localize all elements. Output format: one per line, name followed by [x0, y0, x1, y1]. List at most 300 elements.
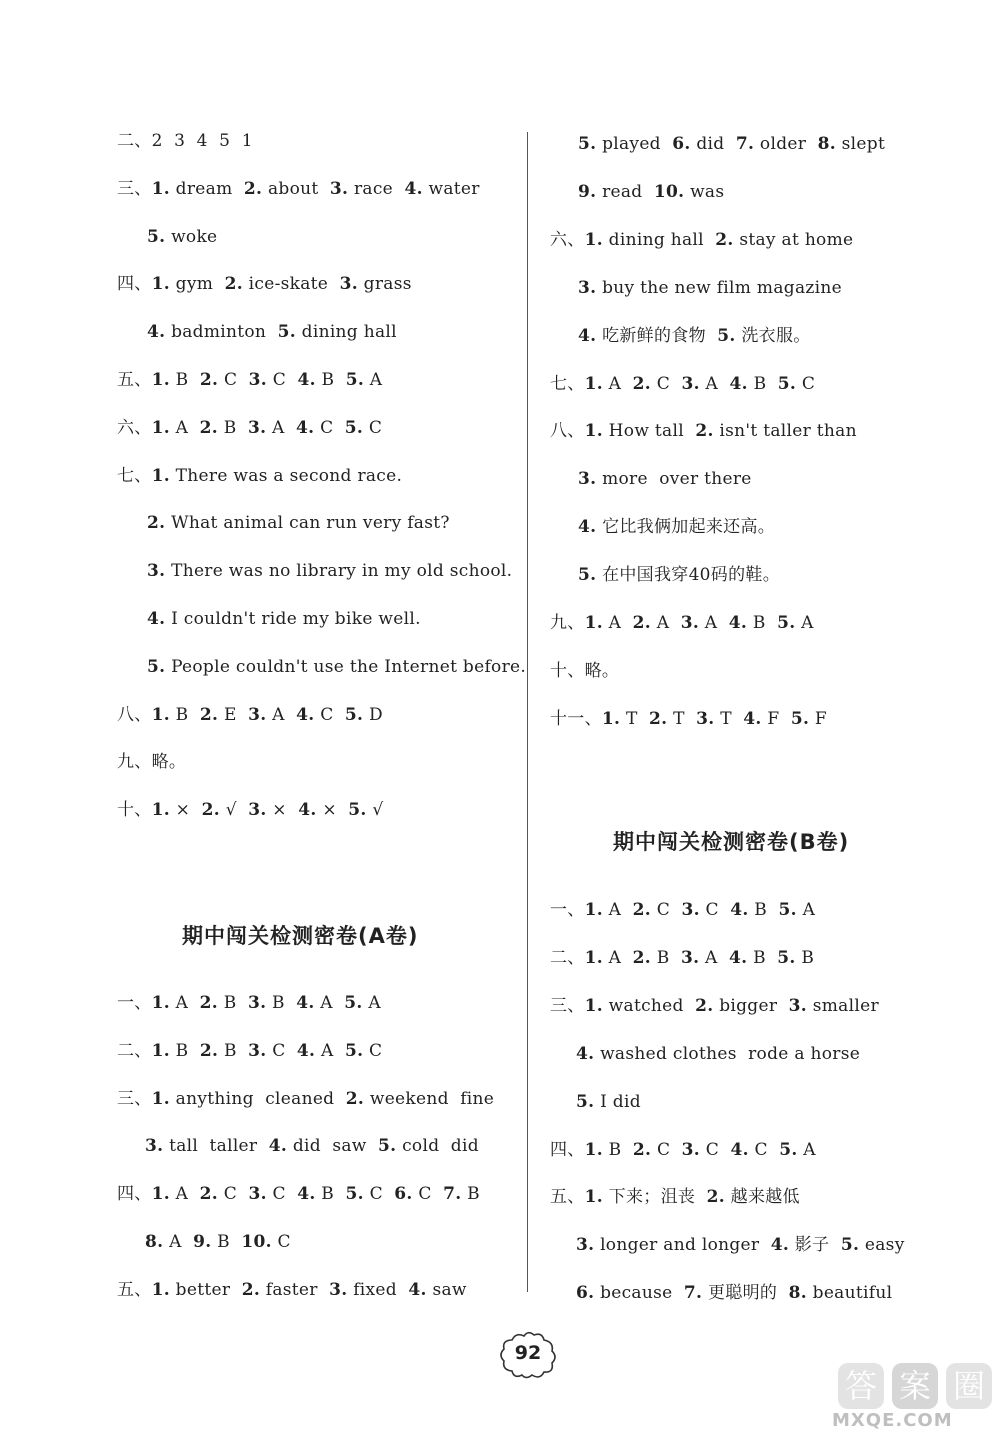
item-number: 5.	[779, 1139, 798, 1160]
answer-text: grass	[357, 274, 412, 295]
answer-text: C	[699, 900, 731, 920]
item-number: 3.	[248, 704, 267, 725]
answer-line	[147, 656, 526, 678]
answer-text: longer and longer	[594, 1235, 771, 1256]
section-label: 十一、	[550, 708, 602, 729]
answer-text: B	[169, 1040, 200, 1061]
item-number: 4.	[297, 370, 316, 390]
answer-line	[147, 560, 512, 582]
answer-text: dining hall	[295, 322, 397, 343]
answer-text: F	[761, 708, 791, 729]
answer-text: cold did	[396, 1136, 479, 1157]
item-number: 8.	[817, 134, 836, 154]
answer-text: saw	[426, 1279, 467, 1300]
answer-text: beautiful	[806, 1283, 893, 1304]
item-number: 4.	[408, 1279, 427, 1300]
answer-text: A	[699, 613, 729, 633]
item-number: 6.	[672, 134, 691, 154]
answer-text: did	[690, 134, 736, 154]
answer-text: about	[262, 178, 330, 199]
answer-text: B	[747, 613, 778, 633]
item-number: 5.	[348, 800, 367, 821]
item-number: 7.	[683, 1283, 703, 1304]
item-number: 1.	[584, 373, 603, 394]
section-label: 二、	[550, 947, 585, 968]
answer-text: B	[747, 373, 778, 394]
answer-line	[550, 1139, 816, 1161]
answer-text: A	[163, 1232, 194, 1252]
item-number: 9.	[578, 181, 597, 202]
answer-text: C	[363, 1184, 395, 1205]
item-number: 4.	[296, 1040, 316, 1061]
answer-text: C	[218, 370, 249, 390]
section-label: 五、	[117, 370, 152, 390]
item-number: 5.	[378, 1136, 397, 1157]
answer-line	[550, 612, 814, 634]
answer-text: washed clothes rode a horse	[594, 1043, 861, 1064]
section-title-b: 期中闯关检测密卷(B卷)	[613, 830, 850, 854]
item-number: 2.	[649, 708, 668, 729]
item-number: 4.	[770, 1235, 790, 1256]
answer-text: C	[700, 1139, 731, 1160]
item-number: 3.	[681, 373, 700, 394]
item-number: 4.	[296, 704, 315, 725]
answer-text: A	[602, 613, 633, 633]
answer-text: C	[796, 373, 816, 394]
answer-text: A	[699, 373, 730, 394]
item-number: 7.	[735, 134, 755, 154]
answer-text: dining hall	[602, 229, 716, 250]
answer-text: A	[602, 373, 633, 394]
item-number: 3.	[329, 1279, 348, 1300]
answer-text: B	[266, 993, 297, 1013]
item-number: 1.	[584, 229, 603, 250]
answer-text: C	[271, 1232, 291, 1252]
answer-text: 更聪明的	[702, 1283, 789, 1304]
answer-text: B	[748, 900, 779, 920]
answer-line	[117, 273, 412, 295]
section-label: 九、	[550, 613, 585, 633]
item-number: 1.	[151, 800, 170, 821]
answer-text: because	[594, 1283, 684, 1304]
answer-text: ice-skate	[242, 274, 340, 295]
item-number: 2.	[243, 178, 263, 199]
answer-text: C	[267, 370, 298, 390]
answer-text: B	[795, 947, 815, 968]
answer-text: A	[651, 613, 681, 633]
answer-text: B	[169, 704, 200, 725]
item-number: 2.	[706, 1187, 725, 1208]
item-number: 5.	[344, 417, 364, 438]
answer-text: 它比我俩加起来还高。	[596, 517, 776, 538]
answer-text: read	[596, 181, 654, 202]
answer-text: There was a second race.	[169, 465, 403, 486]
item-number: 1.	[584, 947, 603, 968]
item-number: 4.	[730, 1139, 749, 1160]
answer-line	[117, 1279, 467, 1301]
answer-line	[550, 373, 815, 395]
section-label: 四、	[117, 1184, 152, 1205]
item-number: 1.	[584, 421, 603, 442]
item-number: 1.	[151, 1279, 170, 1300]
answer-text: dream	[169, 178, 244, 199]
answer-line	[578, 181, 724, 203]
item-number: 4.	[578, 325, 597, 346]
item-number: 5.	[576, 1091, 595, 1112]
item-number: 1.	[584, 1139, 603, 1160]
answer-text: ×	[316, 800, 349, 821]
answer-text: more over there	[596, 469, 752, 490]
item-number: 5.	[344, 1040, 364, 1061]
item-number: 2.	[199, 417, 219, 438]
item-number: 3.	[680, 947, 700, 968]
answer-text: What animal can run very fast?	[165, 513, 450, 534]
section-label: 一、	[550, 900, 585, 920]
answer-text: C	[748, 1139, 780, 1160]
item-number: 4.	[576, 1043, 595, 1064]
item-number: 2.	[147, 513, 166, 534]
answer-text: smaller	[807, 995, 879, 1016]
answer-text: faster	[260, 1279, 330, 1300]
answer-text: B	[651, 947, 681, 968]
answer-text: C	[651, 900, 682, 920]
item-number: 5.	[277, 322, 296, 343]
answer-text: I did	[594, 1091, 641, 1112]
answer-text: B	[602, 1139, 633, 1160]
item-number: 5.	[777, 373, 797, 394]
item-number: 2.	[632, 1139, 652, 1160]
answer-text: B	[169, 370, 200, 390]
section-label: 三、	[117, 1088, 152, 1109]
answer-line	[117, 704, 383, 726]
item-number: 3.	[576, 1235, 595, 1256]
answer-text: How tall	[602, 421, 696, 442]
answer-line	[578, 277, 842, 299]
answer-text: fixed	[347, 1279, 409, 1300]
item-number: 2.	[199, 370, 219, 390]
section-label: 七、	[117, 465, 152, 486]
answer-text: B	[211, 1232, 242, 1252]
answer-text: played	[596, 134, 673, 154]
answer-line	[578, 325, 811, 347]
answer-text: 2 3 4 5 1	[151, 131, 253, 151]
item-number: 5.	[344, 704, 364, 725]
answer-line	[117, 465, 402, 487]
item-number: 2.	[224, 274, 243, 295]
answer-line	[145, 1231, 291, 1253]
item-number: 4.	[298, 800, 317, 821]
item-number: 4.	[729, 947, 748, 968]
item-number: 3.	[248, 800, 267, 821]
answer-text: 下来；沮丧	[602, 1187, 707, 1208]
answer-text: B	[747, 947, 778, 968]
answer-text: race	[348, 178, 405, 199]
answer-text: did saw	[287, 1136, 379, 1157]
item-number: 3.	[578, 277, 597, 298]
item-number: 5.	[147, 226, 166, 247]
answer-line	[550, 708, 827, 730]
answer-text: C	[363, 1040, 383, 1061]
answer-text: tall taller	[163, 1136, 269, 1157]
answer-text: 在中国我穿40码的鞋。	[596, 565, 780, 586]
svg-text:答: 答	[844, 1367, 878, 1405]
svg-text:案: 案	[898, 1367, 932, 1405]
item-number: 2.	[632, 373, 652, 394]
item-number: 3.	[147, 561, 166, 582]
item-number: 3.	[696, 708, 715, 729]
answer-text: easy	[859, 1235, 905, 1256]
answer-line	[117, 417, 382, 439]
answer-text: was	[684, 181, 725, 202]
answer-line	[117, 1183, 480, 1205]
item-number: 1.	[601, 708, 621, 729]
answer-text: A	[602, 947, 633, 968]
item-number: 1.	[151, 1184, 170, 1205]
item-number: 6.	[576, 1283, 595, 1304]
item-number: 3.	[339, 274, 358, 295]
item-number: 1.	[151, 704, 170, 725]
answer-text: A	[362, 993, 381, 1013]
answer-text: A	[169, 1184, 200, 1205]
item-number: 5.	[717, 325, 736, 346]
item-number: 1.	[151, 417, 170, 438]
answer-line	[147, 226, 217, 248]
item-number: 4.	[296, 993, 315, 1013]
item-number: 1.	[151, 465, 170, 486]
answer-text: A	[699, 947, 729, 968]
answer-text: ×	[169, 800, 202, 821]
item-number: 3.	[248, 370, 268, 390]
item-number: 5.	[344, 993, 363, 1013]
page-number-badge	[498, 1330, 558, 1380]
answer-text: A	[169, 993, 200, 1013]
item-number: 4.	[268, 1136, 288, 1157]
answer-text: badminton	[165, 322, 278, 343]
answer-text: D	[363, 704, 383, 725]
answer-line	[117, 130, 253, 152]
answer-text: 略。	[584, 660, 620, 681]
item-number: 8.	[788, 1283, 807, 1304]
answer-line	[145, 1135, 479, 1157]
item-number: 2.	[632, 613, 652, 633]
item-number: 2.	[199, 1040, 219, 1061]
section-label: 十、	[550, 660, 585, 681]
answer-text: C	[651, 373, 682, 394]
item-number: 6.	[394, 1184, 413, 1205]
answer-text: A	[169, 417, 200, 438]
answer-line	[147, 512, 450, 534]
answer-text: A	[364, 370, 383, 390]
answer-text: People couldn't use the Internet before.	[165, 656, 527, 677]
answer-line	[117, 178, 480, 200]
item-number: 2.	[715, 229, 734, 250]
watermark-url: MXQE.COM	[832, 1410, 953, 1431]
item-number: 5.	[790, 708, 810, 729]
answer-text: C	[266, 1040, 297, 1061]
section-title-a: 期中闯关检测密卷(A卷)	[182, 924, 419, 948]
answer-text: A	[314, 993, 345, 1013]
item-number: 5.	[345, 1184, 364, 1205]
item-number: 1.	[151, 274, 170, 295]
item-number: 3.	[248, 1040, 267, 1061]
answer-line	[550, 899, 815, 921]
section-label: 五、	[550, 1187, 585, 1208]
answer-text: C	[314, 704, 345, 725]
answer-text: √	[219, 800, 249, 821]
item-number: 4.	[296, 417, 315, 438]
section-label: 六、	[550, 229, 585, 250]
item-number: 9.	[193, 1232, 212, 1252]
item-number: 3.	[145, 1136, 164, 1157]
answer-text: A	[602, 900, 633, 920]
answer-line	[117, 1040, 382, 1062]
item-number: 4.	[147, 322, 166, 343]
answer-text: There was no library in my old school.	[165, 561, 513, 582]
item-number: 3.	[247, 993, 267, 1013]
item-number: 5.	[777, 947, 796, 968]
answer-line	[147, 321, 397, 343]
item-number: 2.	[199, 1184, 219, 1205]
answer-line	[578, 468, 752, 490]
item-number: 3.	[248, 1184, 267, 1205]
answer-line	[550, 229, 853, 251]
item-number: 3.	[578, 469, 597, 490]
answer-text: B	[315, 1184, 346, 1205]
item-number: 4.	[404, 178, 423, 199]
answer-line	[578, 133, 885, 155]
answer-text: 吃新鲜的食物	[596, 325, 718, 346]
answer-text: gym	[169, 274, 225, 295]
item-number: 8.	[145, 1232, 164, 1252]
answer-text: B	[315, 370, 346, 390]
answer-line	[576, 1043, 860, 1065]
answer-text: older	[754, 134, 818, 154]
section-label: 七、	[550, 373, 585, 394]
answer-text: B	[218, 993, 248, 1013]
item-number: 1.	[151, 370, 170, 390]
section-label: 九、	[117, 752, 152, 773]
answer-text: stay at home	[733, 229, 854, 250]
answer-text: 略。	[151, 752, 187, 773]
answer-text: B	[218, 417, 248, 438]
answer-text: T	[667, 708, 697, 729]
section-label: 三、	[117, 178, 152, 199]
item-number: 4.	[578, 517, 597, 538]
answer-line	[576, 1282, 892, 1304]
item-number: 3.	[247, 417, 267, 438]
answer-text: 影子	[789, 1235, 841, 1256]
item-number: 2.	[632, 900, 652, 920]
answer-line	[117, 1088, 494, 1110]
answer-text: A	[796, 900, 816, 920]
item-number: 5.	[147, 656, 166, 677]
answer-text: T	[620, 708, 650, 729]
item-number: 10.	[241, 1232, 272, 1252]
answer-line	[550, 1186, 800, 1208]
answer-text: T	[714, 708, 744, 729]
column-divider	[527, 132, 528, 1292]
answer-text: watched	[602, 995, 696, 1016]
answer-text: C	[651, 1139, 682, 1160]
answer-text: A	[315, 1040, 345, 1061]
item-number: 4.	[147, 609, 166, 629]
answer-text: C	[314, 417, 345, 438]
answer-text: A	[795, 613, 814, 633]
answer-text: ×	[266, 800, 299, 821]
item-number: 4.	[297, 1184, 316, 1205]
item-number: 1.	[151, 1040, 170, 1061]
item-number: 3.	[788, 995, 808, 1016]
answer-line	[550, 420, 857, 442]
answer-line	[576, 1234, 905, 1256]
answer-text: woke	[165, 226, 218, 247]
answer-line	[117, 992, 381, 1014]
section-label: 四、	[117, 274, 152, 295]
section-label: 八、	[550, 421, 585, 442]
item-number: 3.	[681, 900, 700, 920]
answer-text: E	[218, 704, 249, 725]
answer-text: C	[363, 417, 383, 438]
answer-line	[550, 995, 879, 1017]
answer-text: C	[266, 1184, 298, 1205]
answer-text: weekend fine	[364, 1088, 495, 1109]
answer-line	[147, 608, 421, 630]
answer-line	[578, 516, 775, 538]
item-number: 2.	[695, 421, 714, 442]
item-number: 2.	[632, 947, 652, 968]
answer-text: B	[461, 1184, 480, 1205]
item-number: 5.	[840, 1235, 860, 1256]
item-number: 4.	[729, 373, 748, 394]
section-label: 二、	[117, 131, 152, 151]
item-number: 1.	[151, 178, 170, 199]
item-number: 3.	[680, 613, 700, 633]
item-number: 5.	[578, 134, 597, 154]
item-number: 2.	[199, 993, 219, 1013]
answer-text: B	[218, 1040, 249, 1061]
item-number: 5.	[778, 900, 797, 920]
answer-line	[117, 751, 186, 773]
answer-text: 洗衣服。	[735, 325, 811, 346]
section-label: 二、	[117, 1040, 152, 1061]
answer-line	[550, 947, 814, 969]
answer-line	[550, 660, 619, 682]
answer-text: slept	[835, 134, 886, 154]
section-label: 三、	[550, 995, 585, 1016]
item-number: 1.	[584, 1187, 603, 1208]
section-label: 五、	[117, 1279, 152, 1300]
item-number: 2.	[695, 995, 714, 1016]
item-number: 2.	[201, 800, 220, 821]
item-number: 10.	[653, 181, 685, 202]
answer-text: √	[366, 800, 384, 821]
answer-line	[576, 1091, 641, 1113]
answer-text: A	[797, 1139, 816, 1160]
answer-text: anything cleaned	[169, 1088, 346, 1109]
answer-text: C	[412, 1184, 444, 1205]
item-number: 1.	[584, 995, 603, 1016]
item-number: 2.	[199, 704, 219, 725]
item-number: 2.	[345, 1088, 365, 1109]
answer-text: A	[266, 417, 296, 438]
section-label: 十、	[117, 800, 152, 821]
item-number: 4.	[728, 613, 748, 633]
item-number: 1.	[151, 1088, 170, 1109]
svg-text:圈: 圈	[952, 1367, 986, 1405]
item-number: 5.	[777, 613, 796, 633]
answer-text: better	[169, 1279, 242, 1300]
answer-text: I couldn't ride my bike well.	[165, 609, 421, 629]
